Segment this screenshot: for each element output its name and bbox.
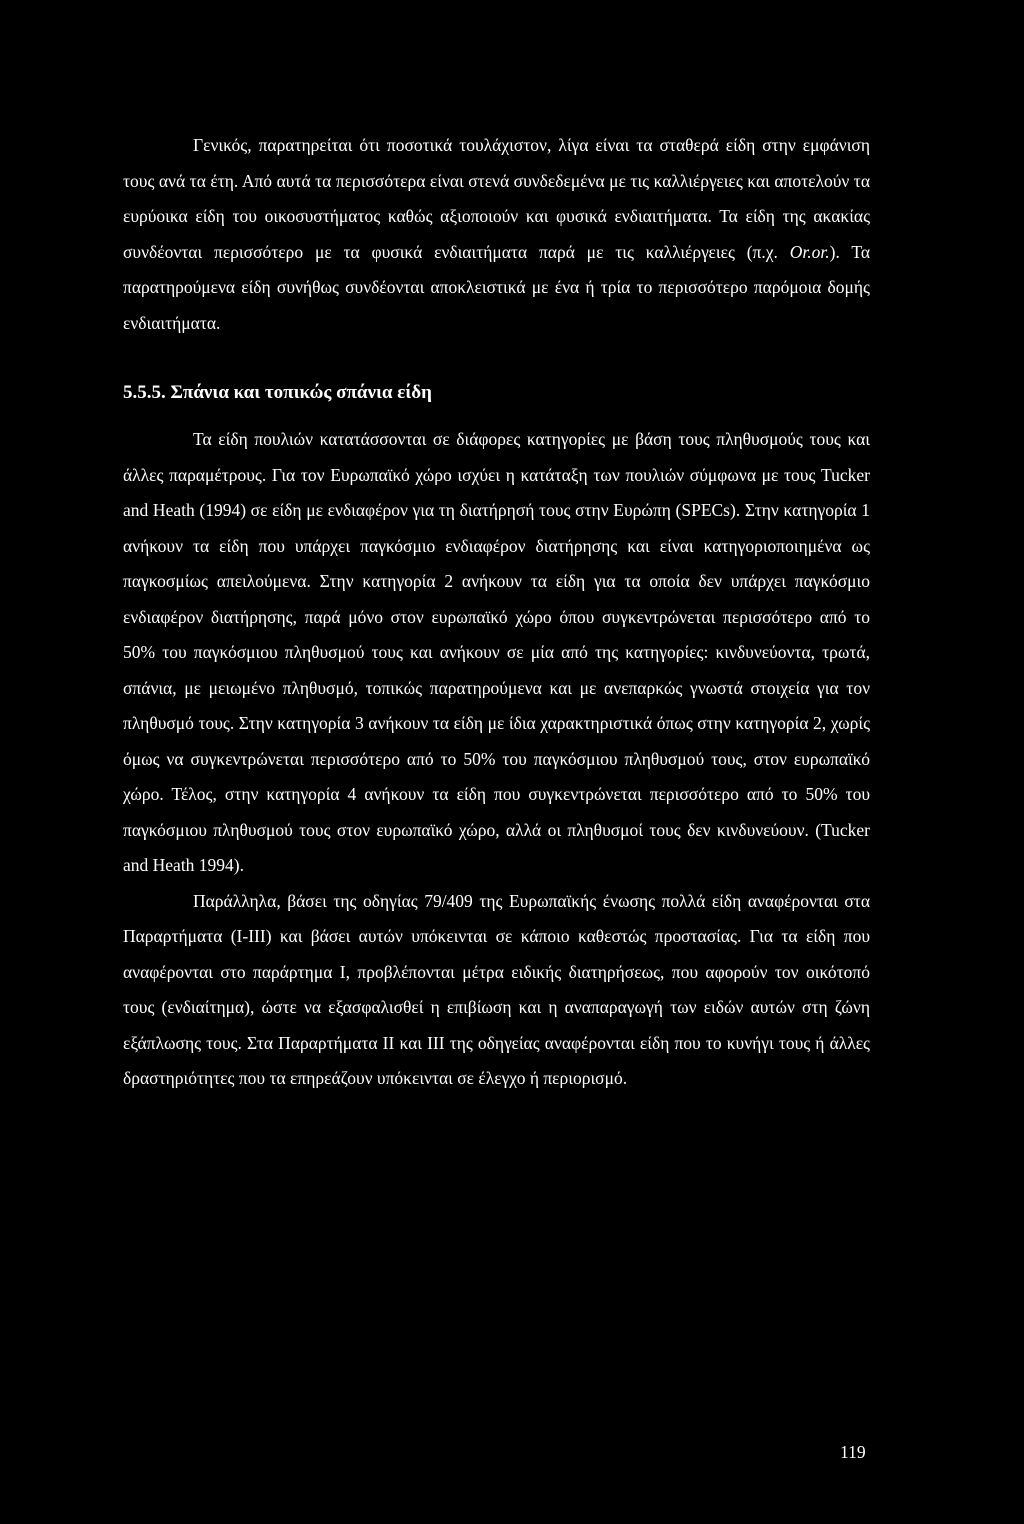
- section-heading: 5.5.5. Σπάνια και τοπικώς σπάνια είδη: [123, 382, 432, 403]
- page-number: 119: [840, 1442, 866, 1462]
- paragraph-1-text-b: ). Τα παρατηρούμενα είδη συνήθως συνδέονται αποκλειστικά με ένα ή τρία το περισσότερο παρόμοια δομής ενδιαιτήματα.: [123, 241, 870, 333]
- paragraph-directive-annexes: Παράλληλα, βάσει της οδηγίας 79/409 της Ευρωπαϊκής ένωσης πολλά είδη αναφέρονται στα Παραρτήματα (I-III) και βάσει αυτών υπόκεινται σε κάποιο καθεστώς προστασίας. Για τα είδη που αναφέρονται στο παράρτημα I, προβλέπονται μέτρα ειδικής διατηρήσεως, που αφορούν τον οικότοπό τους (ενδιαίτημα), ώστε να εξασφαλισθεί η επιβίωση και η αναπαραγωγή των ειδών αυτών στη ζώνη εξάπλωσης τους. Στα Παραρτήματα II και III της οδηγείας αναφέρονται είδη που το κυνήγι τους ή άλλες δραστηριότητες που τα επηρεάζουν υπόκεινται σε έλεγχο ή περιορισμό.: [123, 890, 870, 1088]
- paragraph-crop-habitats: [123, 128, 870, 341]
- paragraph-1-species-abbrev: Or.or.: [789, 241, 830, 262]
- document-page: [123, 128, 870, 1097]
- paragraph-1-text-a: Γενικός, παρατηρείται ότι ποσοτικά τουλάχιστον, λίγα είναι τα σταθερά είδη στην εμφάνιση τους ανά τα έτη. Από αυτά τα περισσότερα είναι στενά συνδεδεμένα με τις καλλιέργειες και αποτελούν τα ευρύοικα είδη του οικοσυστήματος καθώς αξιοποιούν και φυσικά ενδιαιτήματα. Τα είδη της ακακίας συνδέονται περισσότερο με τα φυσικά ενδιαιτήματα παρά με τις καλλιέργειες (π.χ.: [123, 135, 870, 262]
- paragraph-spec-categories: Τα είδη πουλιών κατατάσσονται σε διάφορες κατηγορίες με βάση τους πληθυσμούς τους και άλλες παραμέτρους. Για τον Ευρωπαϊκό χώρο ισχύει η κατάταξη των πουλιών σύμφωνα με τους Tucker and Heath (1994) σε είδη με ενδιαφέρον για τη διατήρησή τους στην Ευρώπη (SPECs). Στην κατηγορία 1 ανήκουν τα είδη που υπάρχει παγκόσμιο ενδιαφέρον διατήρησης και είναι κατηγοριοποιημένα ως παγκοσμίως απειλούμενα. Στην κατηγορία 2 ανήκουν τα είδη για τα οποία δεν υπάρχει παγκόσμιο ενδιαφέρον διατήρησης, παρά μόνο στον ευρωπαϊκό χώρο όπου συγκεντρώνεται περισσότερο από το 50% του παγκόσμιου πληθυσμού τους και ανήκουν σε μία από της κατηγορίες: κινδυνεύοντα, τρωτά, σπάνια, με μειωμένο πληθυσμό, τοπικώς παρατηρούμενα και με ανεπαρκώς γνωστά στοιχεία για τον πληθυσμό τους. Στην κατηγορία 3 ανήκουν τα είδη με ίδια χαρακτηριστικά όπως στην κατηγορία 2, χωρίς όμως να συγκεντρώνεται περισσότερο από το 50% του παγκόσμιου πληθυσμού τους, στον ευρωπαϊκό χώρο. Τέλος, στην κατηγορία 4 ανήκουν τα είδη που συγκεντρώνεται περισσότερο από το 50% του παγκόσμιου πληθυσμού τους στον ευρωπαϊκό χώρο, αλλά οι πληθυσμοί τους δεν κινδυνεύουν. (Tucker and Heath 1994).: [123, 429, 870, 875]
